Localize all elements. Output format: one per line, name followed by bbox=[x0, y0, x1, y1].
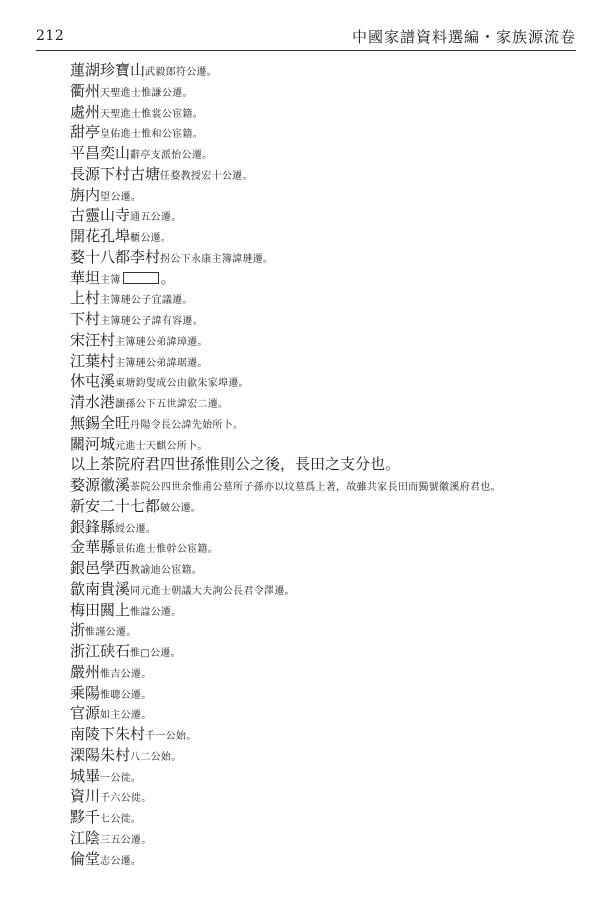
annotation-note: 天聖進士惟裳公宦籍。 bbox=[100, 108, 204, 120]
place-name: 下村 bbox=[70, 310, 101, 328]
place-name: 歙南貴溪 bbox=[70, 579, 131, 598]
migration-entry bbox=[70, 496, 590, 517]
annotation-note: 同元進士朝議大夫詢公長君令澤遷。 bbox=[130, 585, 295, 597]
place-name: 衢州 bbox=[70, 81, 101, 100]
migration-entry bbox=[70, 185, 590, 206]
migration-entry bbox=[70, 164, 590, 185]
migration-entry bbox=[70, 247, 590, 268]
migration-entry bbox=[70, 60, 590, 81]
annotation-note: 主簿璉公弟諱琚遷。 bbox=[115, 357, 208, 369]
migration-entry bbox=[70, 371, 590, 392]
place-name: 婺源徽溪 bbox=[70, 476, 131, 494]
migration-entry bbox=[70, 434, 590, 455]
entry-suffix: 。 bbox=[160, 268, 176, 287]
annotation-note: 櫃公遷。 bbox=[130, 233, 172, 244]
place-name: 休屯溪 bbox=[70, 372, 116, 391]
annotation-note: 灝孫公下五世諱宏二遷。 bbox=[115, 399, 229, 410]
annotation-note: 主簿 bbox=[100, 274, 121, 286]
place-name: 溧陽朱村 bbox=[70, 745, 131, 764]
blank-box bbox=[123, 272, 159, 284]
migration-entry bbox=[70, 745, 590, 766]
header-rule bbox=[36, 50, 576, 51]
migration-entry bbox=[70, 786, 590, 807]
annotation-note: 惟□公遷。 bbox=[130, 648, 181, 659]
migration-entry bbox=[70, 330, 590, 351]
place-name: 官源 bbox=[70, 704, 101, 723]
annotation-note: 景佑進士惟幹公宦籍。 bbox=[115, 544, 219, 556]
page-header bbox=[36, 24, 576, 50]
place-name: 銀邑學西 bbox=[70, 559, 131, 577]
annotation-note: 千一公始。 bbox=[145, 731, 197, 742]
annotation-note: 千六公徙。 bbox=[100, 793, 152, 805]
migration-entry bbox=[70, 351, 590, 372]
place-name: 黟千 bbox=[70, 808, 101, 826]
migration-entry bbox=[70, 537, 590, 558]
migration-entry bbox=[70, 413, 590, 434]
place-name: 上村 bbox=[70, 289, 101, 308]
annotation-note: 通五公遷。 bbox=[130, 212, 182, 224]
summary-paragraph bbox=[70, 454, 590, 475]
migration-entry bbox=[70, 807, 590, 828]
migration-entry bbox=[70, 517, 590, 538]
annotation-note: 三五公遷。 bbox=[100, 834, 152, 846]
annotation-note: 武毅郎符公遷。 bbox=[145, 67, 218, 78]
migration-entry bbox=[70, 143, 590, 164]
place-name: 江陰 bbox=[70, 828, 101, 847]
annotation-note: 東塘鈞叟成公由歙朱家埠遷。 bbox=[115, 378, 249, 390]
migration-entry bbox=[70, 766, 590, 787]
place-name: 無錫全旺 bbox=[70, 413, 131, 432]
annotation-note: 教諭迪公宦籍。 bbox=[130, 565, 203, 576]
place-name: 銀鋒縣 bbox=[70, 517, 116, 536]
annotation-note: 任婺教授宏十公遷。 bbox=[160, 170, 253, 182]
annotation-note: 一公徙。 bbox=[100, 772, 142, 784]
place-name: 處州 bbox=[70, 102, 101, 121]
migration-entry bbox=[70, 288, 590, 309]
place-name: 蓮湖珍寶山 bbox=[70, 61, 146, 79]
annotation-note: 望公遷。 bbox=[100, 191, 142, 203]
annotation-note: 綬公遷。 bbox=[115, 523, 157, 535]
migration-entry bbox=[70, 620, 590, 641]
place-name: 嚴州 bbox=[70, 662, 101, 681]
place-name: 清水港 bbox=[70, 393, 116, 411]
migration-entry bbox=[70, 81, 590, 102]
place-name: 浙 bbox=[70, 621, 86, 640]
migration-entry bbox=[70, 205, 590, 226]
annotation-note: 惟聰公遷。 bbox=[100, 689, 152, 701]
migration-entry bbox=[70, 724, 590, 745]
place-name: 資川 bbox=[70, 787, 101, 806]
migration-entry-list bbox=[70, 60, 590, 869]
place-name: 梅田闗上 bbox=[70, 600, 131, 619]
place-name: 宋汪村 bbox=[70, 330, 116, 349]
place-name: 開花孔埠 bbox=[70, 227, 131, 245]
summary-text: 以上茶院府君四世孫惟則公之後，長田之支分也。 bbox=[70, 455, 401, 474]
place-name: 江葉村 bbox=[70, 351, 116, 370]
place-name: 甜亭 bbox=[70, 123, 101, 142]
place-name: 婺十八都李村 bbox=[70, 247, 161, 266]
migration-entry bbox=[70, 683, 590, 704]
annotation-note: 主簿璉公子諱有容遷。 bbox=[100, 316, 204, 327]
annotation-note: 丹陽令長公諱先始所卜。 bbox=[130, 419, 244, 431]
migration-entry bbox=[70, 102, 590, 123]
annotation-note: 八二公始。 bbox=[130, 751, 182, 763]
place-name: 古靈山寺 bbox=[70, 206, 131, 225]
annotation-note: 主簿璉公子宜議遷。 bbox=[100, 295, 193, 307]
migration-entry bbox=[70, 828, 590, 849]
migration-entry bbox=[70, 475, 590, 496]
annotation-note: 惟謹公遷。 bbox=[85, 627, 137, 639]
place-name: 平昌奕山 bbox=[70, 144, 131, 162]
annotation-note: 元進士天麒公所卜。 bbox=[115, 440, 208, 452]
place-name: 旃内 bbox=[70, 185, 101, 204]
running-title: 中國家譜資料選編・家族源流卷 bbox=[351, 28, 576, 46]
migration-entry bbox=[70, 268, 590, 289]
place-name: 浙江硖石 bbox=[70, 642, 131, 660]
annotation-note: 七公徙。 bbox=[100, 814, 142, 825]
migration-entry bbox=[70, 641, 590, 662]
migration-entry bbox=[70, 600, 590, 621]
migration-entry bbox=[70, 392, 590, 413]
place-name: 城畢 bbox=[70, 766, 101, 785]
annotation-note: 惟諡公遷。 bbox=[130, 606, 182, 618]
migration-entry bbox=[70, 558, 590, 579]
place-name: 金華縣 bbox=[70, 538, 116, 557]
place-name: 新安二十七都 bbox=[70, 496, 161, 515]
migration-entry bbox=[70, 122, 590, 143]
annotation-note: 志公遷。 bbox=[100, 855, 142, 867]
place-name: 關河城 bbox=[70, 434, 116, 453]
annotation-note: 皇佑進士惟和公宦籍。 bbox=[100, 129, 204, 141]
migration-entry bbox=[70, 849, 590, 870]
annotation-note: 拐公下永康主簿諱璉遷。 bbox=[160, 253, 274, 265]
annotation-note: 如主公遷。 bbox=[100, 710, 152, 722]
migration-entry bbox=[70, 226, 590, 247]
annotation-note: 惟吉公遷。 bbox=[100, 668, 152, 680]
migration-entry bbox=[70, 662, 590, 683]
place-name: 華坦 bbox=[70, 268, 101, 287]
migration-entry bbox=[70, 579, 590, 600]
migration-entry bbox=[70, 309, 590, 330]
place-name: 長源下村古塘 bbox=[70, 164, 161, 183]
annotation-note: 主簿璉公弟諱璋遷。 bbox=[115, 336, 208, 348]
place-name: 倫堂 bbox=[70, 849, 101, 868]
annotation-note: 皴公遷。 bbox=[160, 502, 202, 514]
migration-entry bbox=[70, 703, 590, 724]
annotation-note: 天聖進士惟謙公遷。 bbox=[100, 87, 193, 99]
page-number: 212 bbox=[36, 28, 65, 44]
annotation-note: 茶院公四世余惟甫公墓所子孫亦以坟墓爲上著，故雖共家長田而獨號徽溪府君也。 bbox=[130, 482, 501, 493]
place-name: 乘陽 bbox=[70, 683, 101, 702]
place-name: 南陵下朱村 bbox=[70, 725, 146, 743]
annotation-note: 辭亭支派怡公遷。 bbox=[130, 150, 213, 161]
